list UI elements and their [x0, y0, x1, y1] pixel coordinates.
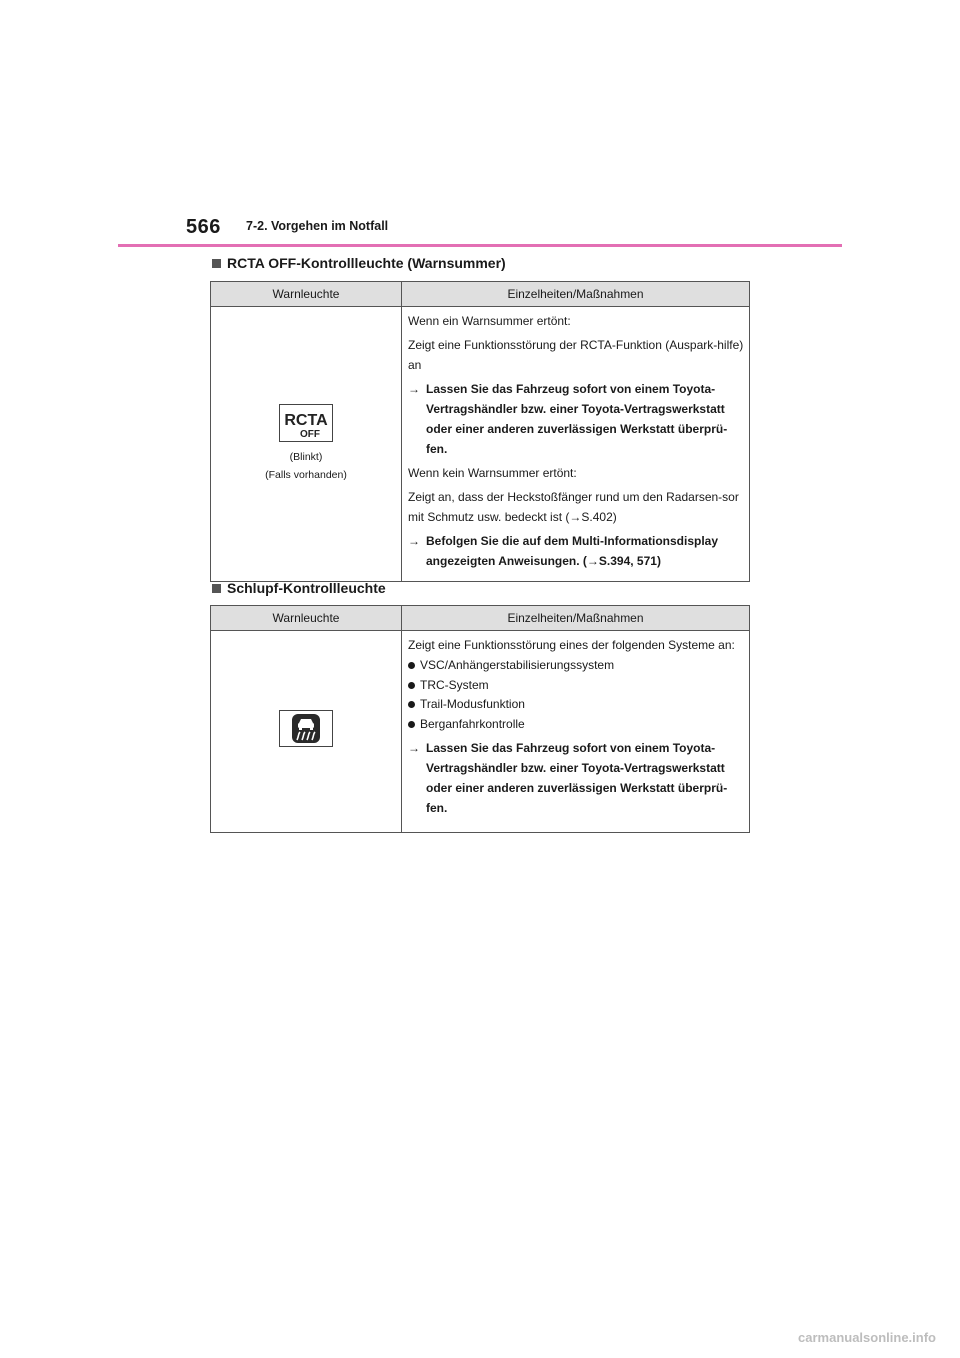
bullet-icon — [408, 662, 415, 669]
table-row — [211, 307, 750, 582]
slip-warning-table — [210, 605, 750, 833]
icon-caption-optional: (Falls vorhanden) — [265, 469, 347, 481]
list-item — [408, 695, 745, 715]
rcta-off-icon-graphic — [280, 405, 332, 441]
action-instruction — [408, 738, 745, 818]
table-header-row — [211, 606, 750, 631]
action-text: Lassen Sie das Fahrzeug sofort von einem Toyota-Vertragshändler bzw. einer Toyota-Vertragswerkstatt oder einer anderen zuverlässigen Werkstatt überprü-fen. — [426, 741, 728, 815]
section-heading-rcta — [212, 255, 506, 271]
detail-text: Zeigt eine Funktionsstörung eines der folgenden Systeme an: — [408, 638, 735, 652]
arrow-icon: → — [408, 534, 420, 548]
rcta-off-icon — [279, 404, 333, 442]
watermark: carmanualsonline.info — [798, 1330, 936, 1345]
chapter-title: 7-2. Vorgehen im Notfall — [246, 219, 389, 233]
slip-indicator-icon — [279, 710, 333, 747]
column-header-details: Einzelheiten/Maßnahmen — [402, 282, 750, 307]
details-cell — [402, 631, 750, 833]
detail-text: Zeigt eine Funktionsstörung der RCTA-Funktion (Auspark-hilfe) an — [408, 338, 744, 372]
arrow-icon: → — [408, 741, 420, 755]
detail-text: Wenn ein Warnsummer ertönt: — [408, 314, 571, 328]
section-heading-slip — [212, 580, 386, 596]
rcta-warning-table — [210, 281, 750, 582]
slip-indicator-graphic — [280, 711, 332, 746]
list-item — [408, 715, 745, 735]
detail-text: Zeigt an, dass der Heckstoßfänger rund um den Radarsen-sor mit Schmutz usw. bedeckt ist (→S.402) — [408, 490, 739, 524]
column-header-details: Einzelheiten/Maßnahmen — [402, 606, 750, 631]
action-text: Befolgen Sie die auf dem Multi-Informationsdisplay angezeigten Anweisungen. (→S.394, 571) — [426, 534, 719, 568]
list-item-text: Berganfahrkontrolle — [420, 716, 525, 731]
action-instruction — [408, 379, 745, 459]
off-text: OFF — [300, 429, 320, 440]
list-item-text: Trail-Modusfunktion — [420, 697, 525, 711]
header-rule — [118, 244, 842, 247]
heading-square-icon — [212, 584, 221, 593]
action-text: Lassen Sie das Fahrzeug sofort von einem Toyota-Vertragshändler bzw. einer Toyota-Vertragswerkstatt oder einer anderen zuverlässigen Werkstatt überprü-fen. — [426, 382, 728, 456]
heading-square-icon — [212, 259, 221, 268]
detail-text: Wenn kein Warnsummer ertönt: — [408, 466, 577, 480]
arrow-icon: → — [408, 382, 420, 396]
list-item — [408, 676, 745, 696]
list-item-text: TRC-System — [420, 677, 489, 692]
warning-light-cell — [211, 631, 402, 833]
bullet-icon — [408, 701, 415, 708]
page-number: 566 — [186, 216, 221, 238]
icon-caption-blinkt: (Blinkt) — [289, 451, 323, 463]
rcta-text: RCTA — [284, 412, 328, 429]
action-instruction — [408, 531, 745, 571]
warning-light-cell — [211, 307, 402, 582]
table-row — [211, 631, 750, 833]
details-cell — [402, 307, 750, 582]
bullet-icon — [408, 682, 415, 689]
bullet-icon — [408, 721, 415, 728]
list-item — [408, 656, 745, 676]
column-header-warnleuchte: Warnleuchte — [211, 606, 402, 631]
section-heading-text: Schlupf-Kontrollleuchte — [227, 580, 386, 596]
table-header-row — [211, 282, 750, 307]
list-item-text: VSC/Anhängerstabilisierungssystem — [420, 658, 615, 672]
section-heading-text: RCTA OFF-Kontrollleuchte (Warnsummer) — [227, 255, 506, 271]
column-header-warnleuchte: Warnleuchte — [211, 282, 402, 307]
